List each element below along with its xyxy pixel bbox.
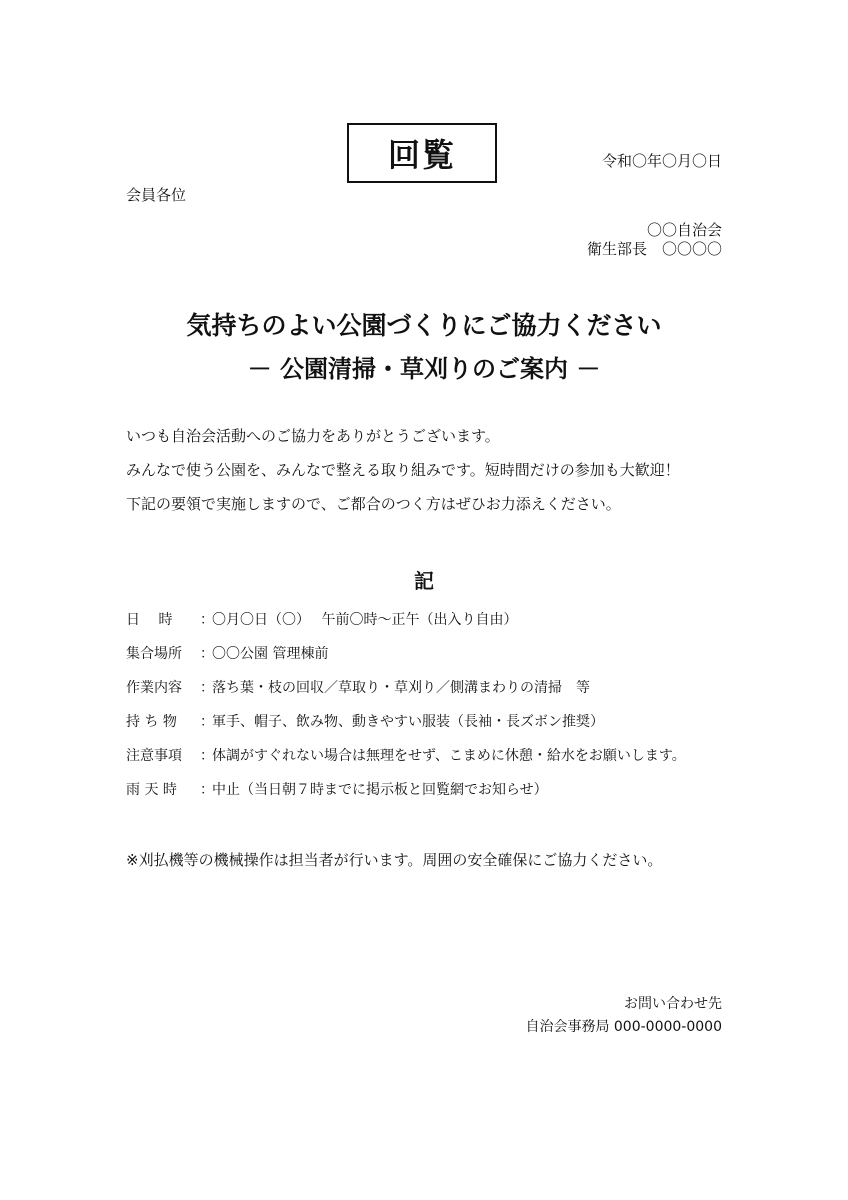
sender-organization: 〇〇自治会	[646, 221, 722, 239]
detail-value: 軍手、帽子、飲み物、動きやすい服装（長袖・長ズボン推奨）	[212, 714, 604, 730]
detail-row-meeting-place	[126, 643, 328, 663]
detail-separator: ：	[200, 680, 214, 696]
page-title: 気持ちのよい公園づくりにご協力ください	[186, 311, 662, 340]
detail-separator: ：	[200, 612, 214, 628]
detail-label: 持 ち 物	[126, 714, 177, 730]
contact-label: お問い合わせ先	[624, 996, 722, 1012]
detail-value: 落ち葉・枝の回収／草取り・草刈り／側溝まわりの清掃 等	[212, 680, 590, 696]
contact-value: 自治会事務局 000-0000-0000	[525, 1019, 722, 1035]
recipient: 会員各位	[126, 186, 187, 204]
detail-separator: ：	[200, 714, 214, 730]
detail-label: 作業内容	[126, 680, 182, 696]
detail-value: 〇月〇日（〇） 午前〇時～正午（出入り自由）	[212, 612, 518, 628]
detail-separator: ：	[200, 748, 214, 764]
detail-label: 注意事項	[126, 748, 182, 764]
page-subtitle: － 公園清掃・草刈りのご案内 －	[247, 355, 601, 383]
detail-label: 雨 天 時	[126, 782, 177, 798]
intro-line: 下記の要領で実施しますので、ご都合のつく方はぜひお力添えください。	[126, 495, 621, 513]
detail-label: 日 時	[126, 612, 173, 628]
kairan-stamp-box	[347, 123, 497, 183]
sender-name: 衛生部長 〇〇〇〇	[586, 240, 722, 258]
detail-label: 集合場所	[126, 646, 182, 662]
safety-note: ※刈払機等の機械操作は担当者が行います。周囲の安全確保にご協力ください。	[126, 851, 663, 869]
detail-row-datetime	[126, 609, 517, 629]
detail-separator: ：	[200, 646, 214, 662]
intro-line: みんなで使う公園を、みんなで整える取り組みです。短時間だけの参加も大歓迎！	[126, 461, 680, 479]
detail-value: 〇〇公園 管理棟前	[212, 646, 329, 662]
detail-row-belongings	[126, 711, 604, 731]
detail-separator: ：	[200, 782, 214, 798]
kairan-label: 回覧	[387, 136, 456, 174]
detail-value: 体調がすぐれない場合は無理をせず、こまめに休憩・給水をお願いします。	[212, 748, 686, 764]
ki-heading: 記	[414, 569, 434, 593]
document-date: 令和〇年〇月〇日	[601, 152, 722, 170]
detail-row-rain	[126, 779, 548, 799]
detail-value: 中止（当日朝７時までに掲示板と回覧網でお知らせ）	[212, 782, 548, 798]
detail-row-precautions	[126, 745, 686, 765]
detail-row-work-content	[126, 677, 590, 697]
intro-line: いつも自治会活動へのご協力をありがとうございます。	[126, 427, 500, 445]
